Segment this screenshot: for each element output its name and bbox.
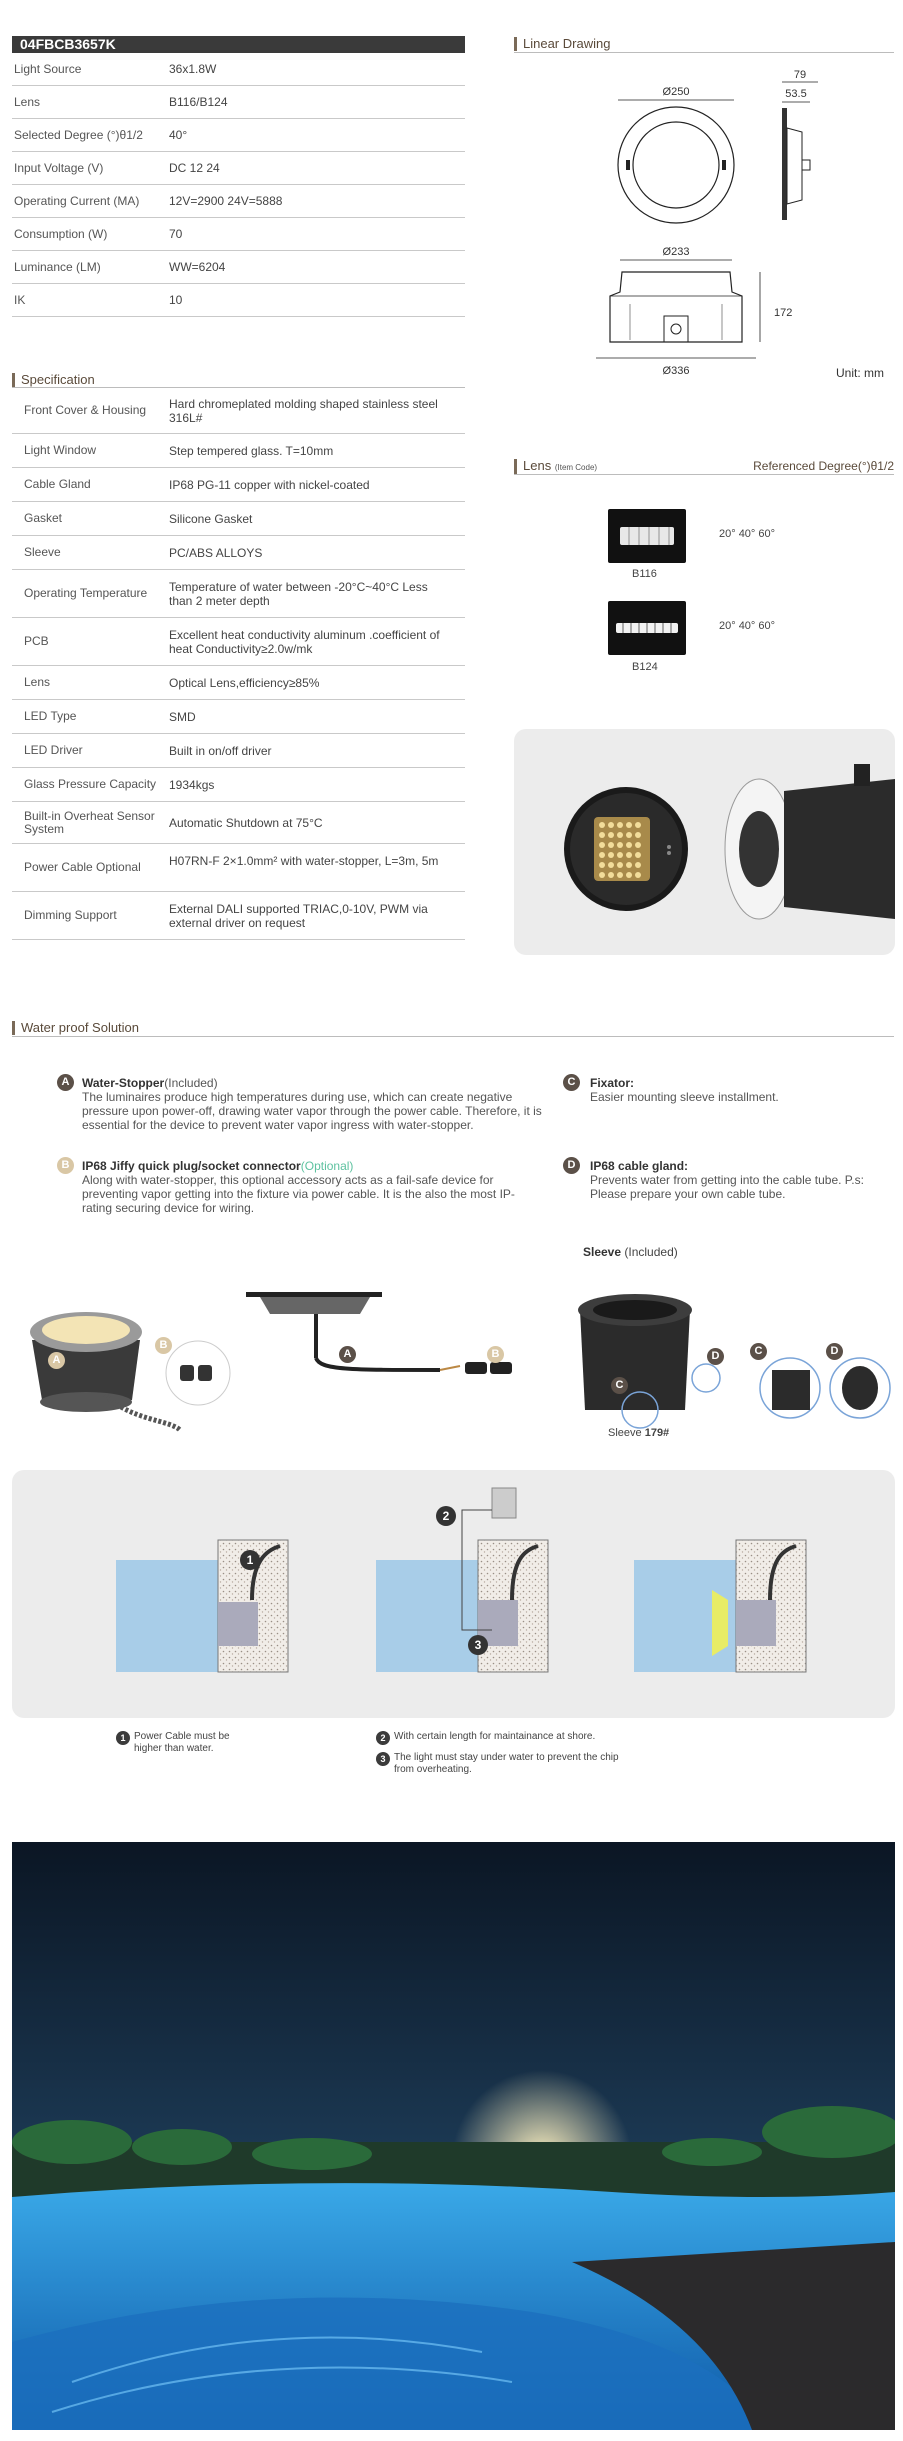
specification-value: External DALI supported TRIAC,0-10V, PWM via external driver on request	[169, 902, 428, 930]
specification-value: H07RN-F 2×1.0mm² with water-stopper, L=3m, 5m	[169, 854, 439, 868]
badge-b: B	[57, 1157, 74, 1174]
dim-336: Ø336	[662, 365, 690, 377]
note-1-text: Power Cable must be higher than water.	[134, 1731, 230, 1754]
specification-value: Step tempered glass. T=10mm	[169, 444, 334, 458]
spec-row	[12, 53, 465, 86]
unit-label: Unit: mm	[836, 366, 884, 380]
specification-label: Power Cable Optional	[24, 860, 141, 874]
dim-79: 79	[793, 69, 807, 81]
spec-label: Light Source	[14, 62, 82, 76]
illus-badge-b-1: B	[155, 1337, 172, 1354]
specification-row	[12, 434, 465, 468]
installation-panel	[12, 1470, 895, 1718]
note-3-badge: 3	[376, 1752, 390, 1766]
spec-value: DC 12 24	[169, 161, 220, 175]
specification-value: Temperature of water between -20°C~40°C Less than 2 meter depth	[169, 580, 428, 608]
specification-value: Automatic Shutdown at 75°C	[169, 816, 323, 830]
specification-label: Glass Pressure Capacity	[24, 777, 157, 791]
lens-title: Lens (Item Code)	[514, 459, 597, 475]
specification-row	[12, 618, 465, 666]
lens-b124-degrees: 20° 40° 60°	[719, 620, 776, 632]
spec-value: WW=6204	[169, 260, 226, 274]
specification-label: LED Driver	[24, 743, 83, 757]
illus-badge-b-2: B	[487, 1346, 504, 1363]
linear-drawing-title: Linear Drawing	[514, 37, 610, 51]
spec-row	[12, 152, 465, 185]
specification-value: Built in on/off driver	[169, 744, 272, 758]
specification-title: Specification	[12, 373, 95, 387]
spec-label: Selected Degree (°)θ1/2	[14, 128, 143, 142]
specification-value: Excellent heat conductivity aluminum .coefficient of heat Conductivity≥2.0w/mk	[169, 628, 440, 656]
install-marker-2: 2	[436, 1506, 456, 1526]
specification-row	[12, 468, 465, 502]
specification-row	[12, 388, 465, 434]
lens-degree-header: Referenced Degree(°)θ1/2	[753, 459, 894, 473]
specification-value: Hard chromeplated molding shaped stainless steel 316L#	[169, 397, 438, 425]
specification-label: Light Window	[24, 443, 97, 457]
badge-c: C	[563, 1074, 580, 1091]
specification-value: SMD	[169, 710, 196, 724]
note-2-text: With certain length for maintainance at shore.	[394, 1731, 596, 1742]
jiffy-connector-block: IP68 Jiffy quick plug/socket connector(Optional) Along with water-stopper, this optional accessory acts as a fail-safe device for preventing vapor getting into the fixture via power cable. It is the also the most IP-rating securing device for wiring.	[82, 1159, 515, 1215]
lens-b116-code: B116	[632, 568, 657, 580]
illus-badge-d-2: D	[826, 1343, 843, 1360]
pool-night-photo	[12, 1842, 895, 2430]
specification-row	[12, 734, 465, 768]
specification-value: PC/ABS ALLOYS	[169, 546, 263, 560]
water-stopper-block: Water-Stopper(Included) The luminaires produce high temperatures during use, which can create negative pressure upon power-off, drawing water vapor through the power cable. Therefore, it is essential for the device to prevent water vapor ingress with water-stopper.	[82, 1076, 542, 1132]
spec-row	[12, 185, 465, 218]
fixator-block: Fixator: Easier mounting sleeve installment.	[590, 1076, 779, 1104]
specification-value: Silicone Gasket	[169, 512, 253, 526]
spec-row	[12, 218, 465, 251]
specification-row	[12, 570, 465, 618]
specification-label: Cable Gland	[24, 477, 91, 491]
linear-drawing	[560, 60, 830, 380]
illus-badge-c-1: C	[611, 1377, 628, 1394]
spec-label: IK	[14, 293, 26, 307]
waterproof-title: Water proof Solution	[12, 1021, 139, 1035]
spec-row	[12, 86, 465, 119]
spec-label: Consumption (W)	[14, 227, 108, 241]
specification-label: Operating Temperature	[24, 586, 148, 600]
specification-row	[12, 536, 465, 570]
illus-badge-d-1: D	[707, 1348, 724, 1365]
specification-label: Sleeve	[24, 545, 61, 559]
install-marker-1: 1	[240, 1550, 260, 1570]
spec-label: Luminance (LM)	[14, 260, 101, 274]
spec-label: Lens	[14, 95, 41, 109]
specification-row	[12, 502, 465, 536]
illus-badge-c-2: C	[750, 1343, 767, 1360]
dim-172: 172	[774, 307, 793, 319]
badge-a: A	[57, 1074, 74, 1091]
dim-233: Ø233	[662, 246, 690, 258]
specification-label: PCB	[24, 634, 49, 648]
install-marker-3: 3	[468, 1635, 488, 1655]
product-photo-panel	[514, 729, 895, 955]
spec-value: 10	[169, 293, 183, 307]
spec-value: 12V=2900 24V=5888	[169, 194, 283, 208]
note-2-badge: 2	[376, 1731, 390, 1745]
specification-row	[12, 700, 465, 734]
specification-label: Built-in Overheat Sensor System	[24, 809, 155, 836]
cable-gland-block: IP68 cable gland: Prevents water from getting into the cable tube. P.s: Please prepare your own cable tube.	[590, 1159, 864, 1201]
specification-value: 1934kgs	[169, 778, 215, 792]
illus-badge-a-2: A	[339, 1346, 356, 1363]
lens-b116-degrees: 20° 40° 60°	[719, 528, 776, 540]
model-title: 04FBCB3657K	[12, 36, 465, 53]
badge-d: D	[563, 1157, 580, 1174]
spec-label: Input Voltage (V)	[14, 161, 104, 175]
specification-row	[12, 768, 465, 802]
specification-row	[12, 802, 465, 844]
specification-label: Front Cover & Housing	[24, 403, 147, 417]
spec-value: 70	[169, 227, 183, 241]
illus-badge-a-1: A	[48, 1352, 65, 1369]
waterproof-illustration	[20, 1270, 900, 1450]
spec-value: B116/B124	[169, 95, 228, 109]
spec-label: Operating Current (MA)	[14, 194, 140, 208]
specification-label: Gasket	[24, 511, 63, 525]
spec-row	[12, 251, 465, 284]
specification-row	[12, 892, 465, 940]
spec-row	[12, 119, 465, 152]
note-1-badge: 1	[116, 1731, 130, 1745]
dim-250: Ø250	[662, 86, 690, 98]
spec-value: 36x1.8W	[169, 62, 217, 76]
lens-b124-code: B124	[632, 661, 658, 673]
sleeve-caption: Sleeve 179#	[608, 1427, 670, 1439]
specification-label: LED Type	[24, 709, 77, 723]
specification-value: Optical Lens,efficiency≥85%	[169, 676, 320, 690]
lens-b124-image	[608, 601, 686, 655]
specification-row	[12, 844, 465, 892]
lens-b116-image	[608, 509, 686, 563]
specification-label: Lens	[24, 675, 51, 689]
spec-row	[12, 284, 465, 317]
sleeve-label: Sleeve (Included)	[583, 1245, 678, 1259]
dim-53: 53.5	[785, 88, 807, 100]
spec-value: 40°	[169, 128, 188, 142]
note-3-text: The light must stay under water to prevent the chip from overheating.	[394, 1752, 619, 1775]
specification-row	[12, 666, 465, 700]
specification-value: IP68 PG-11 copper with nickel-coated	[169, 478, 370, 492]
specification-label: Dimming Support	[24, 908, 117, 922]
